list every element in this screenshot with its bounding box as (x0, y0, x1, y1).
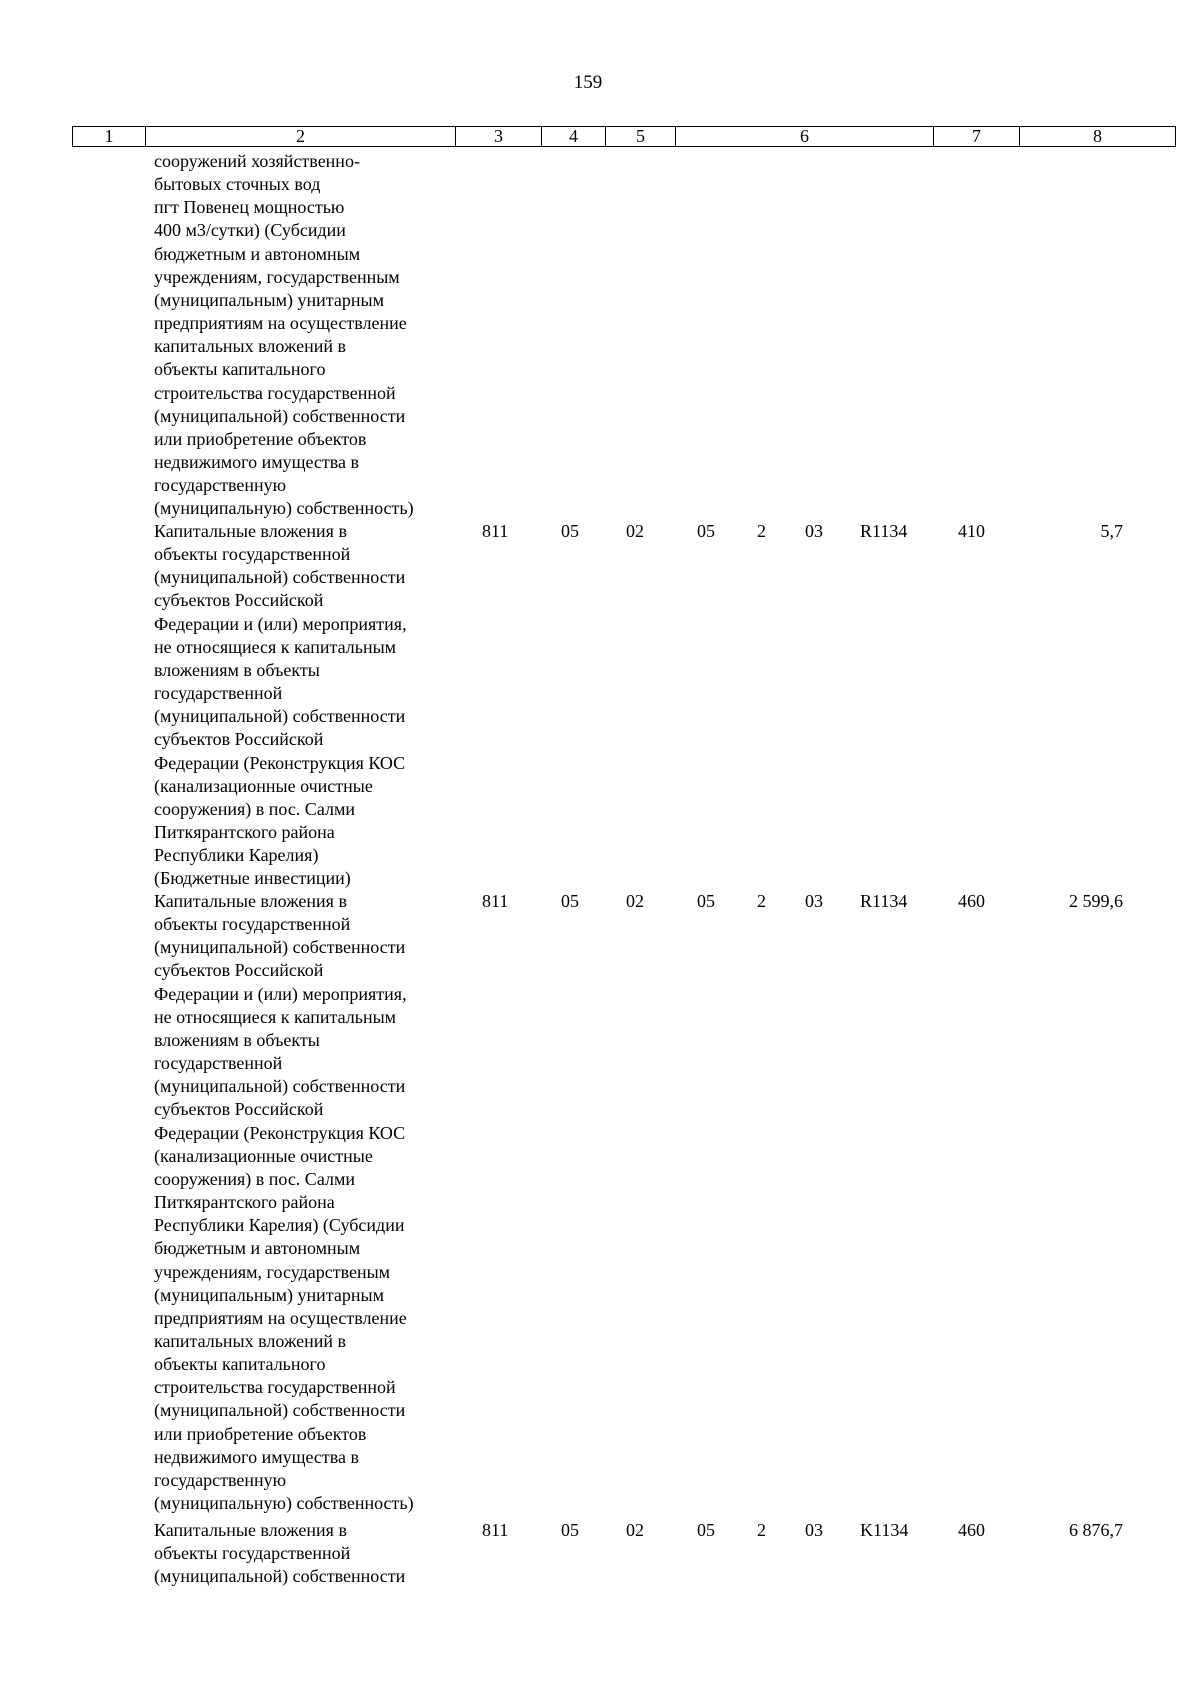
cell-col6-code: K1134 (860, 1520, 909, 1540)
header-col-5: 5 (605, 127, 675, 146)
cell-col5: 02 (626, 1520, 644, 1540)
header-col-6: 6 (675, 127, 933, 146)
cell-col6-program: 05 (697, 891, 715, 911)
row-description: Капитальные вложения в объекты государственной (муниципальной) собственности субъектов Российской Федерации и (или) мероприятия, не относящиеся к капитальным вложениям в объекты государственной (муниципальной) собственности субъектов Российской Федерации (Реконструкция КОС (канализационные очистные сооружения) в пос. Салми Питкярантского района Республики Карелия) (Субсидии бюджетным и автономным учреждениям, государственым (муниципальным) унитарным предприятиям на осуществление капитальных вложений в объекты капитального строительства государственной (муниципальной) собственности или приобретение объектов недвижимого имущества в государственную (муниципальную) собственность) (154, 891, 414, 1514)
cell-col6-program: 05 (697, 521, 715, 541)
header-col-8: 8 (1019, 127, 1175, 146)
page-number: 159 (573, 72, 603, 93)
cell-col6-subprogram: 2 (757, 891, 766, 911)
row-description: сооружений хозяйственно- бытовых сточных вод пгт Повенец мощностью 400 м3/сутки) (Субсидии бюджетным и автономным учреждениям, государственным (муниципальным) унитарным предприятиям на осуществление капитальных вложений в объекты капитального строительства государственной (муниципальной) собственности или приобретение объектов недвижимого имущества в государственную (муниципальную) собственность) (154, 151, 414, 519)
cell-col8-amount: 6 876,7 (1069, 1520, 1123, 1540)
cell-col6-code: R1134 (860, 891, 908, 911)
cell-col6-activity: 03 (805, 891, 823, 911)
cell-col7: 460 (958, 891, 985, 911)
cell-col4: 05 (561, 891, 579, 911)
cell-col7: 460 (958, 1520, 985, 1540)
row-description: Капитальные вложения в объекты государственной (муниципальной) собственности (154, 1520, 406, 1587)
cell-col3: 811 (482, 1520, 509, 1540)
header-col-2: 2 (145, 127, 455, 146)
cell-col8-amount: 5,7 (1100, 521, 1123, 541)
cell-col4: 05 (561, 1520, 579, 1540)
cell-col5: 02 (626, 891, 644, 911)
cell-col3: 811 (482, 891, 509, 911)
cell-col5: 02 (626, 521, 644, 541)
header-col-4: 4 (541, 127, 605, 146)
cell-col6-subprogram: 2 (757, 521, 766, 541)
table-header-row (72, 126, 1176, 147)
row-description: Капитальные вложения в объекты государственной (муниципальной) собственности субъектов Российской Федерации и (или) мероприятия, не относящиеся к капитальным вложениям в объекты государственной (муниципальной) собственности субъектов Российской Федерации (Реконструкция КОС (канализационные очистные сооружения) в пос. Салми Питкярантского района Республики Карелия) (Бюджетные инвестиции) (154, 521, 407, 889)
cell-col8-amount: 2 599,6 (1069, 891, 1123, 911)
header-col-7: 7 (933, 127, 1019, 146)
cell-col6-subprogram: 2 (757, 1520, 766, 1540)
cell-col6-code: R1134 (860, 521, 908, 541)
cell-col3: 811 (482, 521, 509, 541)
header-col-3: 3 (455, 127, 541, 146)
cell-col6-program: 05 (697, 1520, 715, 1540)
cell-col6-activity: 03 (805, 1520, 823, 1540)
cell-col6-activity: 03 (805, 521, 823, 541)
header-col-1: 1 (104, 126, 114, 146)
cell-col7: 410 (958, 521, 985, 541)
cell-col4: 05 (561, 521, 579, 541)
